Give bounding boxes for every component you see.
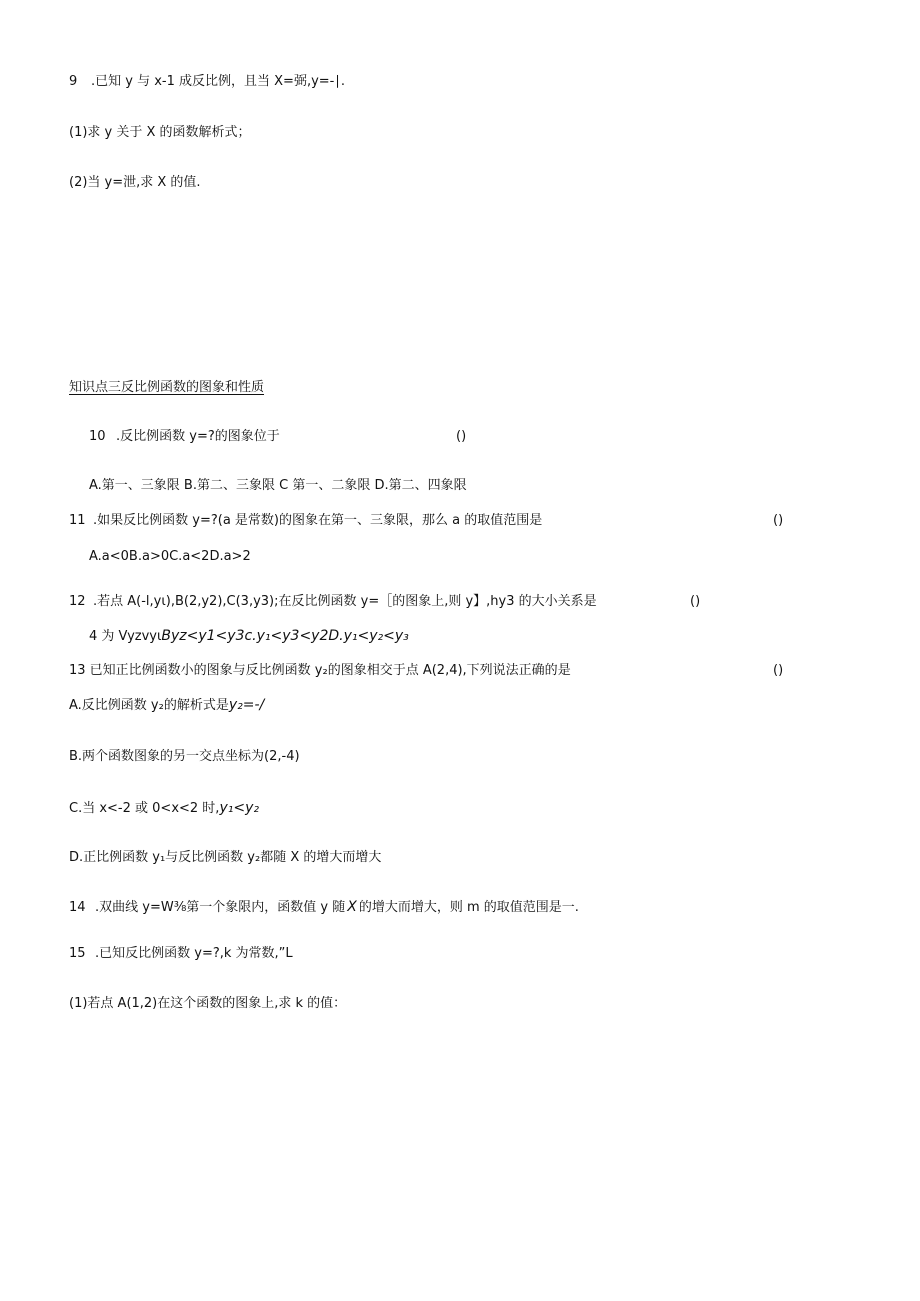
question-13-option-b: B.两个函数图象的另一交点坐标为(2,-4): [69, 749, 300, 764]
question-12: [69, 594, 597, 610]
question-text: .已知 y 与 x-1 成反比例，且当 X=弼,y=-∣.: [91, 74, 345, 89]
question-9-part-1: (1)求 y 关于 X 的函数解析式；: [69, 125, 251, 140]
answer-paren: (): [773, 513, 784, 528]
question-text: .已知反比例函数 y=?,k 为常数,”L: [95, 946, 293, 961]
answer-paren: (): [773, 663, 784, 678]
options-prefix: 4 为 Vyzvyι: [89, 629, 162, 644]
options-italic: Byz<y1<y3c.y₁<y3<y2D.y₁<y₂<y₃: [161, 628, 409, 644]
question-13-option-d: D.正比例函数 y₁与反比例函数 y₂都随 X 的增大而增大: [69, 850, 382, 865]
question-13: 13 已知正比例函数小的图象与反比例函数 y₂的图象相交于点 A(2,4),下列说法正确的是: [69, 663, 571, 678]
question-number: 15: [69, 946, 86, 961]
question-11-options: A.a<0B.a>0C.a<2D.a>2: [89, 549, 251, 564]
question-text: .如果反比例函数 y=?(a 是常数)的图象在第一、三象限，那么 a 的取值范围是: [93, 513, 543, 528]
question-13-option-a: [69, 697, 264, 714]
question-text: .反比例函数 y=?的图象位于: [116, 429, 280, 444]
question-10: [89, 429, 280, 445]
question-15-part-1: (1)若点 A(1,2)在这个函数的图象上,求 k 的值：: [69, 996, 347, 1011]
question-text: .若点 A(-l,yι),B(2,y2),C(3,y3);在反比例函数 y=［的图象上,则 y】,hy3 的大小关系是: [93, 594, 597, 609]
option-text: A.反比例函数 y₂的解析式是: [69, 698, 229, 713]
variable-x: X: [347, 899, 357, 915]
question-number: 12: [69, 594, 86, 609]
question-12-options: [89, 628, 409, 645]
question-10-options: A.第一、三象限 B.第二、三象限 C 第一、二象限 D.第二、四象限: [89, 478, 467, 493]
question-11: [69, 513, 542, 529]
answer-paren: (): [690, 594, 701, 609]
question-9-part-2: (2)当 y=泄,求 X 的值.: [69, 175, 201, 190]
question-14: [69, 899, 579, 916]
question-number: 9: [69, 74, 78, 89]
answer-paren: (): [456, 429, 467, 444]
question-number: 14: [69, 900, 86, 915]
option-text: C.当 x<-2 或 0<x<2 时,: [69, 801, 220, 816]
option-formula: y₁<y₂: [219, 800, 259, 816]
question-9: [69, 74, 345, 90]
question-13-option-c: [69, 800, 259, 817]
question-number: 11: [69, 513, 86, 528]
option-formula: y₂=-/: [228, 697, 265, 713]
question-number: 10: [89, 429, 106, 444]
question-15: [69, 946, 293, 962]
section-heading: 知识点三反比例函数的图象和性质: [69, 380, 265, 395]
question-text-cont: 的增大而增大，则 m 的取值范围是一.: [358, 900, 579, 915]
question-text: .双曲线 y=W⅜第一个象限内，函数值 y 随: [95, 900, 346, 915]
